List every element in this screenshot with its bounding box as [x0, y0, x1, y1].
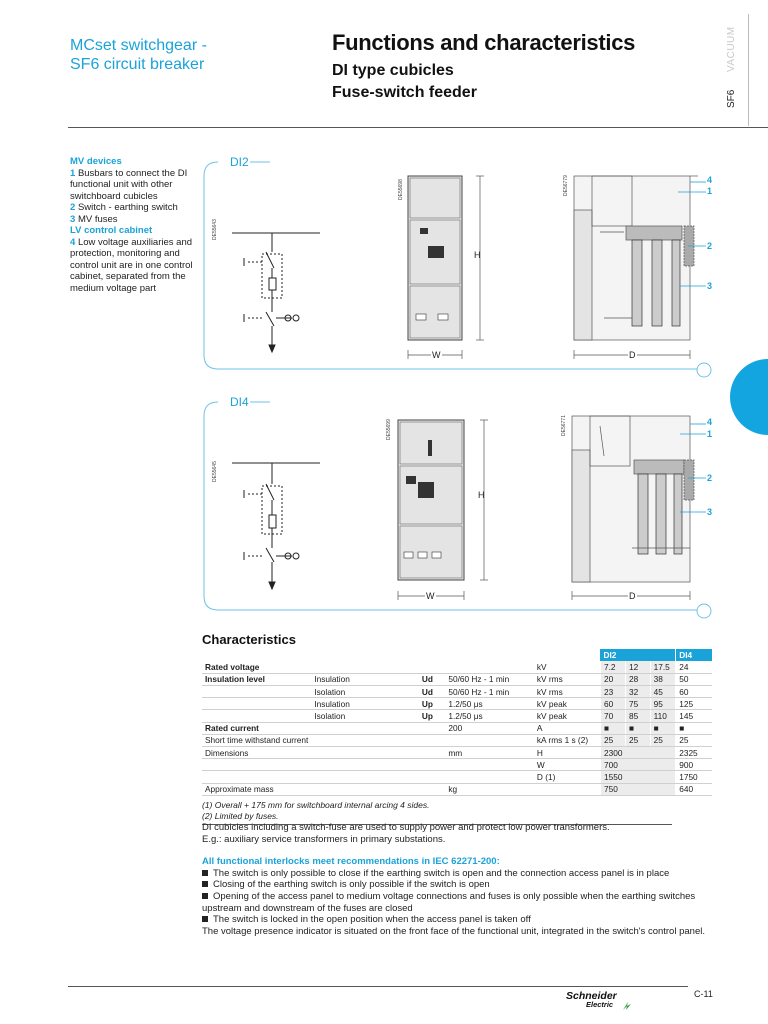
- table-cell: Up: [419, 710, 446, 722]
- table-cell: Short time withstand current: [202, 734, 311, 746]
- description-p2: E.g.: auxiliary service transformers in primary substations.: [202, 833, 446, 845]
- di4-label: DI4: [230, 395, 249, 409]
- table-cell: [534, 783, 601, 795]
- table-cell: Rated current: [202, 722, 311, 734]
- ref-code: DE56771: [561, 415, 567, 436]
- brand-logo: [566, 990, 652, 1014]
- table-row: [202, 783, 712, 795]
- table-cell: [419, 771, 446, 783]
- table-cell: 25: [600, 734, 625, 746]
- legend-mv-heading: MV devices: [70, 156, 122, 167]
- di4-single-line: [232, 463, 320, 589]
- interlock-bullet: Closing of the earthing switch is only possible if the switch is open: [202, 879, 722, 891]
- table-cell: [311, 771, 419, 783]
- legend-item-3: 3 MV fuses: [70, 213, 118, 225]
- table-cell: 25: [650, 734, 676, 746]
- di2-dim-h: H: [474, 250, 481, 260]
- table-cell: 900: [676, 759, 712, 771]
- table-cell: kV rms: [534, 673, 601, 685]
- table-cell: kV peak: [534, 710, 601, 722]
- di4-dim-w: W: [426, 591, 435, 601]
- table-cell: [419, 722, 446, 734]
- di4-frame-end: [697, 604, 711, 618]
- table-cell: Insulation: [311, 698, 419, 710]
- table-cell: [202, 710, 311, 722]
- table-row: [202, 722, 712, 734]
- di4-dim-h: H: [478, 490, 485, 500]
- legend-lv-heading: LV control cabinet: [70, 225, 153, 236]
- table-cell: [445, 661, 534, 673]
- legend-item-4: 4 Low voltage auxiliaries and protection, monitoring and control unit are in one control cabinet, separated from the medium voltage part: [70, 236, 193, 294]
- table-cell: Ud: [419, 673, 446, 685]
- table-cell: 110: [650, 710, 676, 722]
- table-cell: 23: [600, 686, 625, 698]
- table-cell: 640: [676, 783, 712, 795]
- table-cell: [202, 771, 311, 783]
- table-cell: [419, 734, 446, 746]
- table-cell: Isolation: [311, 710, 419, 722]
- table-note-1: (1) Overall + 175 mm for switchboard internal arcing 4 sides.: [202, 800, 430, 810]
- table-cell: 75: [625, 698, 650, 710]
- table-cell: W: [534, 759, 601, 771]
- table-cell: [445, 771, 534, 783]
- table-row: [202, 747, 712, 759]
- col-header-di2: DI2: [600, 649, 675, 661]
- col-header-di4: DI4: [676, 649, 712, 661]
- bullet-square-icon: [202, 870, 208, 876]
- di4-front-view: [398, 420, 464, 580]
- table-cell: 95: [650, 698, 676, 710]
- di2-side-view: [574, 176, 698, 340]
- ref-code: DE55699: [386, 419, 392, 440]
- table-cell: [311, 783, 419, 795]
- table-cell: 1.2/50 μs: [445, 698, 534, 710]
- table-cell: D (1): [534, 771, 601, 783]
- page-subtitle-2: Fuse-switch feeder: [332, 84, 477, 101]
- di4-callout-4: 4: [707, 417, 713, 427]
- di2-callout-4: 4: [707, 175, 713, 185]
- table-cell: Isolation: [311, 686, 419, 698]
- di2-single-line: [232, 233, 320, 352]
- series-title-line1: MCset switchgear -: [70, 37, 207, 54]
- table-cell: ■: [625, 722, 650, 734]
- di4-callout-1: 1: [707, 429, 713, 439]
- ref-code: DE55643: [212, 219, 218, 240]
- table-cell: [419, 759, 446, 771]
- table-cell: 24: [676, 661, 712, 673]
- table-cell: [419, 661, 446, 673]
- table-cell: kA rms 1 s (2): [534, 734, 601, 746]
- table-notes: [202, 800, 429, 821]
- interlock-heading: All functional interlocks meet recommendations in IEC 62271-200:: [202, 856, 500, 868]
- di4-side-view: [572, 416, 694, 582]
- table-cell: 1.2/50 μs: [445, 710, 534, 722]
- brand-mark-icon: [622, 1001, 632, 1011]
- table-cell: Ud: [419, 686, 446, 698]
- interlock-bullet: The switch is locked in the open position when the access panel is taken off: [202, 914, 722, 926]
- table-cell: ■: [676, 722, 712, 734]
- interlock-bullet: The switch is only possible to close if the earthing switch is open and the connection access panel is in place: [202, 868, 722, 880]
- table-cell: [419, 783, 446, 795]
- table-cell: 85: [625, 710, 650, 722]
- di2-dim-d: D: [629, 350, 636, 360]
- table-cell: 25: [625, 734, 650, 746]
- page-title: Functions and characteristics: [332, 30, 636, 55]
- bullet-square-icon: [202, 893, 208, 899]
- table-cell: [419, 747, 446, 759]
- table-row: [202, 698, 712, 710]
- table-cell: Up: [419, 698, 446, 710]
- table-note-2: (2) Limited by fuses.: [202, 810, 279, 821]
- ref-code: DE56779: [563, 175, 569, 196]
- brand-name: Schneider: [566, 990, 617, 1002]
- table-cell: Approximate mass: [202, 783, 311, 795]
- table-cell: A: [534, 722, 601, 734]
- table-cell: 1750: [676, 771, 712, 783]
- di2-label: DI2: [230, 155, 249, 169]
- table-cell: [445, 734, 534, 746]
- table-cell: 32: [625, 686, 650, 698]
- table-cell: 7.2: [600, 661, 625, 673]
- table-cell: 20: [600, 673, 625, 685]
- page-subtitle-1: DI type cubicles: [332, 62, 454, 79]
- interlock-bullet: Opening of the access panel to medium voltage connections and fuses is only possible when the earthing switches upstream and downstream of the fuses are closed: [202, 890, 696, 914]
- characteristics-title: Characteristics: [202, 632, 296, 647]
- ref-code: DE55645: [212, 461, 218, 482]
- table-cell: H: [534, 747, 601, 759]
- table-cell: 50/60 Hz - 1 min: [445, 673, 534, 685]
- table-cell: [311, 661, 419, 673]
- tab-vacuum[interactable]: VACUUM: [726, 26, 737, 72]
- table-cell: kV: [534, 661, 601, 673]
- table-cell: kV rms: [534, 686, 601, 698]
- table-row: [202, 661, 712, 673]
- table-cell: 25: [676, 734, 712, 746]
- di2-dim-w: W: [432, 350, 441, 360]
- series-title-line2: SF6 circuit breaker: [70, 56, 205, 73]
- footer-rule: [68, 986, 688, 987]
- page-number: C-11: [694, 989, 713, 999]
- table-cell: [311, 747, 419, 759]
- table-cell: [311, 722, 419, 734]
- description-p3: The voltage presence indicator is situated on the front face of the functional unit, integrated in the switch's control panel.: [202, 925, 705, 937]
- table-cell: [445, 759, 534, 771]
- table-cell: Insulation level: [202, 673, 311, 685]
- table-cell: ■: [600, 722, 625, 734]
- table-cell: mm: [445, 747, 534, 759]
- table-row: [202, 673, 712, 685]
- di2-callout-3: 3: [707, 281, 713, 291]
- table-cell: 750: [600, 783, 675, 795]
- table-cell: 2325: [676, 747, 712, 759]
- table-cell: [202, 759, 311, 771]
- bullet-square-icon: [202, 881, 208, 887]
- table-cell: Insulation: [311, 673, 419, 685]
- table-cell: [311, 759, 419, 771]
- table-cell: 50/60 Hz - 1 min: [445, 686, 534, 698]
- legend-item-1: 1 Busbars to connect the DI functional unit with other switchboard cubicles: [70, 167, 188, 202]
- di2-callout-2: 2: [707, 241, 713, 251]
- table-row: [202, 686, 712, 698]
- di4-dim-d: D: [629, 591, 636, 601]
- di4-callout-2: 2: [707, 473, 713, 483]
- table-cell: 2300: [600, 747, 675, 759]
- table-cell: kg: [445, 783, 534, 795]
- di2-callout-1: 1: [707, 186, 713, 196]
- brand-subname: Electric: [586, 1000, 614, 1009]
- legend-item-2: 2 Switch - earthing switch: [70, 202, 178, 213]
- table-cell: 38: [650, 673, 676, 685]
- table-row: [202, 771, 712, 783]
- table-cell: 125: [676, 698, 712, 710]
- table-cell: [202, 686, 311, 698]
- di2-frame-end: [697, 363, 711, 377]
- di4-callout-3: 3: [707, 507, 713, 517]
- table-row: [202, 734, 712, 746]
- table-cell: 17.5: [650, 661, 676, 673]
- characteristics-table: [202, 649, 712, 796]
- description-text: [202, 822, 722, 937]
- table-cell: 12: [625, 661, 650, 673]
- table-cell: 70: [600, 710, 625, 722]
- description-p1: DI cubicles including a switch-fuse are used to supply power and protect low power transformers.: [202, 822, 610, 833]
- table-cell: 1550: [600, 771, 675, 783]
- table-cell: 28: [625, 673, 650, 685]
- table-cell: [202, 698, 311, 710]
- bullet-square-icon: [202, 916, 208, 922]
- table-cell: Rated voltage: [202, 661, 311, 673]
- table-row: [202, 759, 712, 771]
- table-cell: kV peak: [534, 698, 601, 710]
- table-cell: 145: [676, 710, 712, 722]
- tab-sf6[interactable]: SF6: [726, 89, 737, 108]
- table-cell: Dimensions: [202, 747, 311, 759]
- table-cell: 50: [676, 673, 712, 685]
- table-row: [202, 710, 712, 722]
- table-cell: [311, 734, 419, 746]
- table-cell: 200: [445, 722, 534, 734]
- table-cell: ■: [650, 722, 676, 734]
- di2-front-view: [408, 176, 462, 340]
- table-header-row: [202, 649, 712, 661]
- ref-code: DE55698: [398, 179, 404, 200]
- table-cell: 60: [676, 686, 712, 698]
- table-cell: 45: [650, 686, 676, 698]
- table-cell: 60: [600, 698, 625, 710]
- table-cell: 700: [600, 759, 675, 771]
